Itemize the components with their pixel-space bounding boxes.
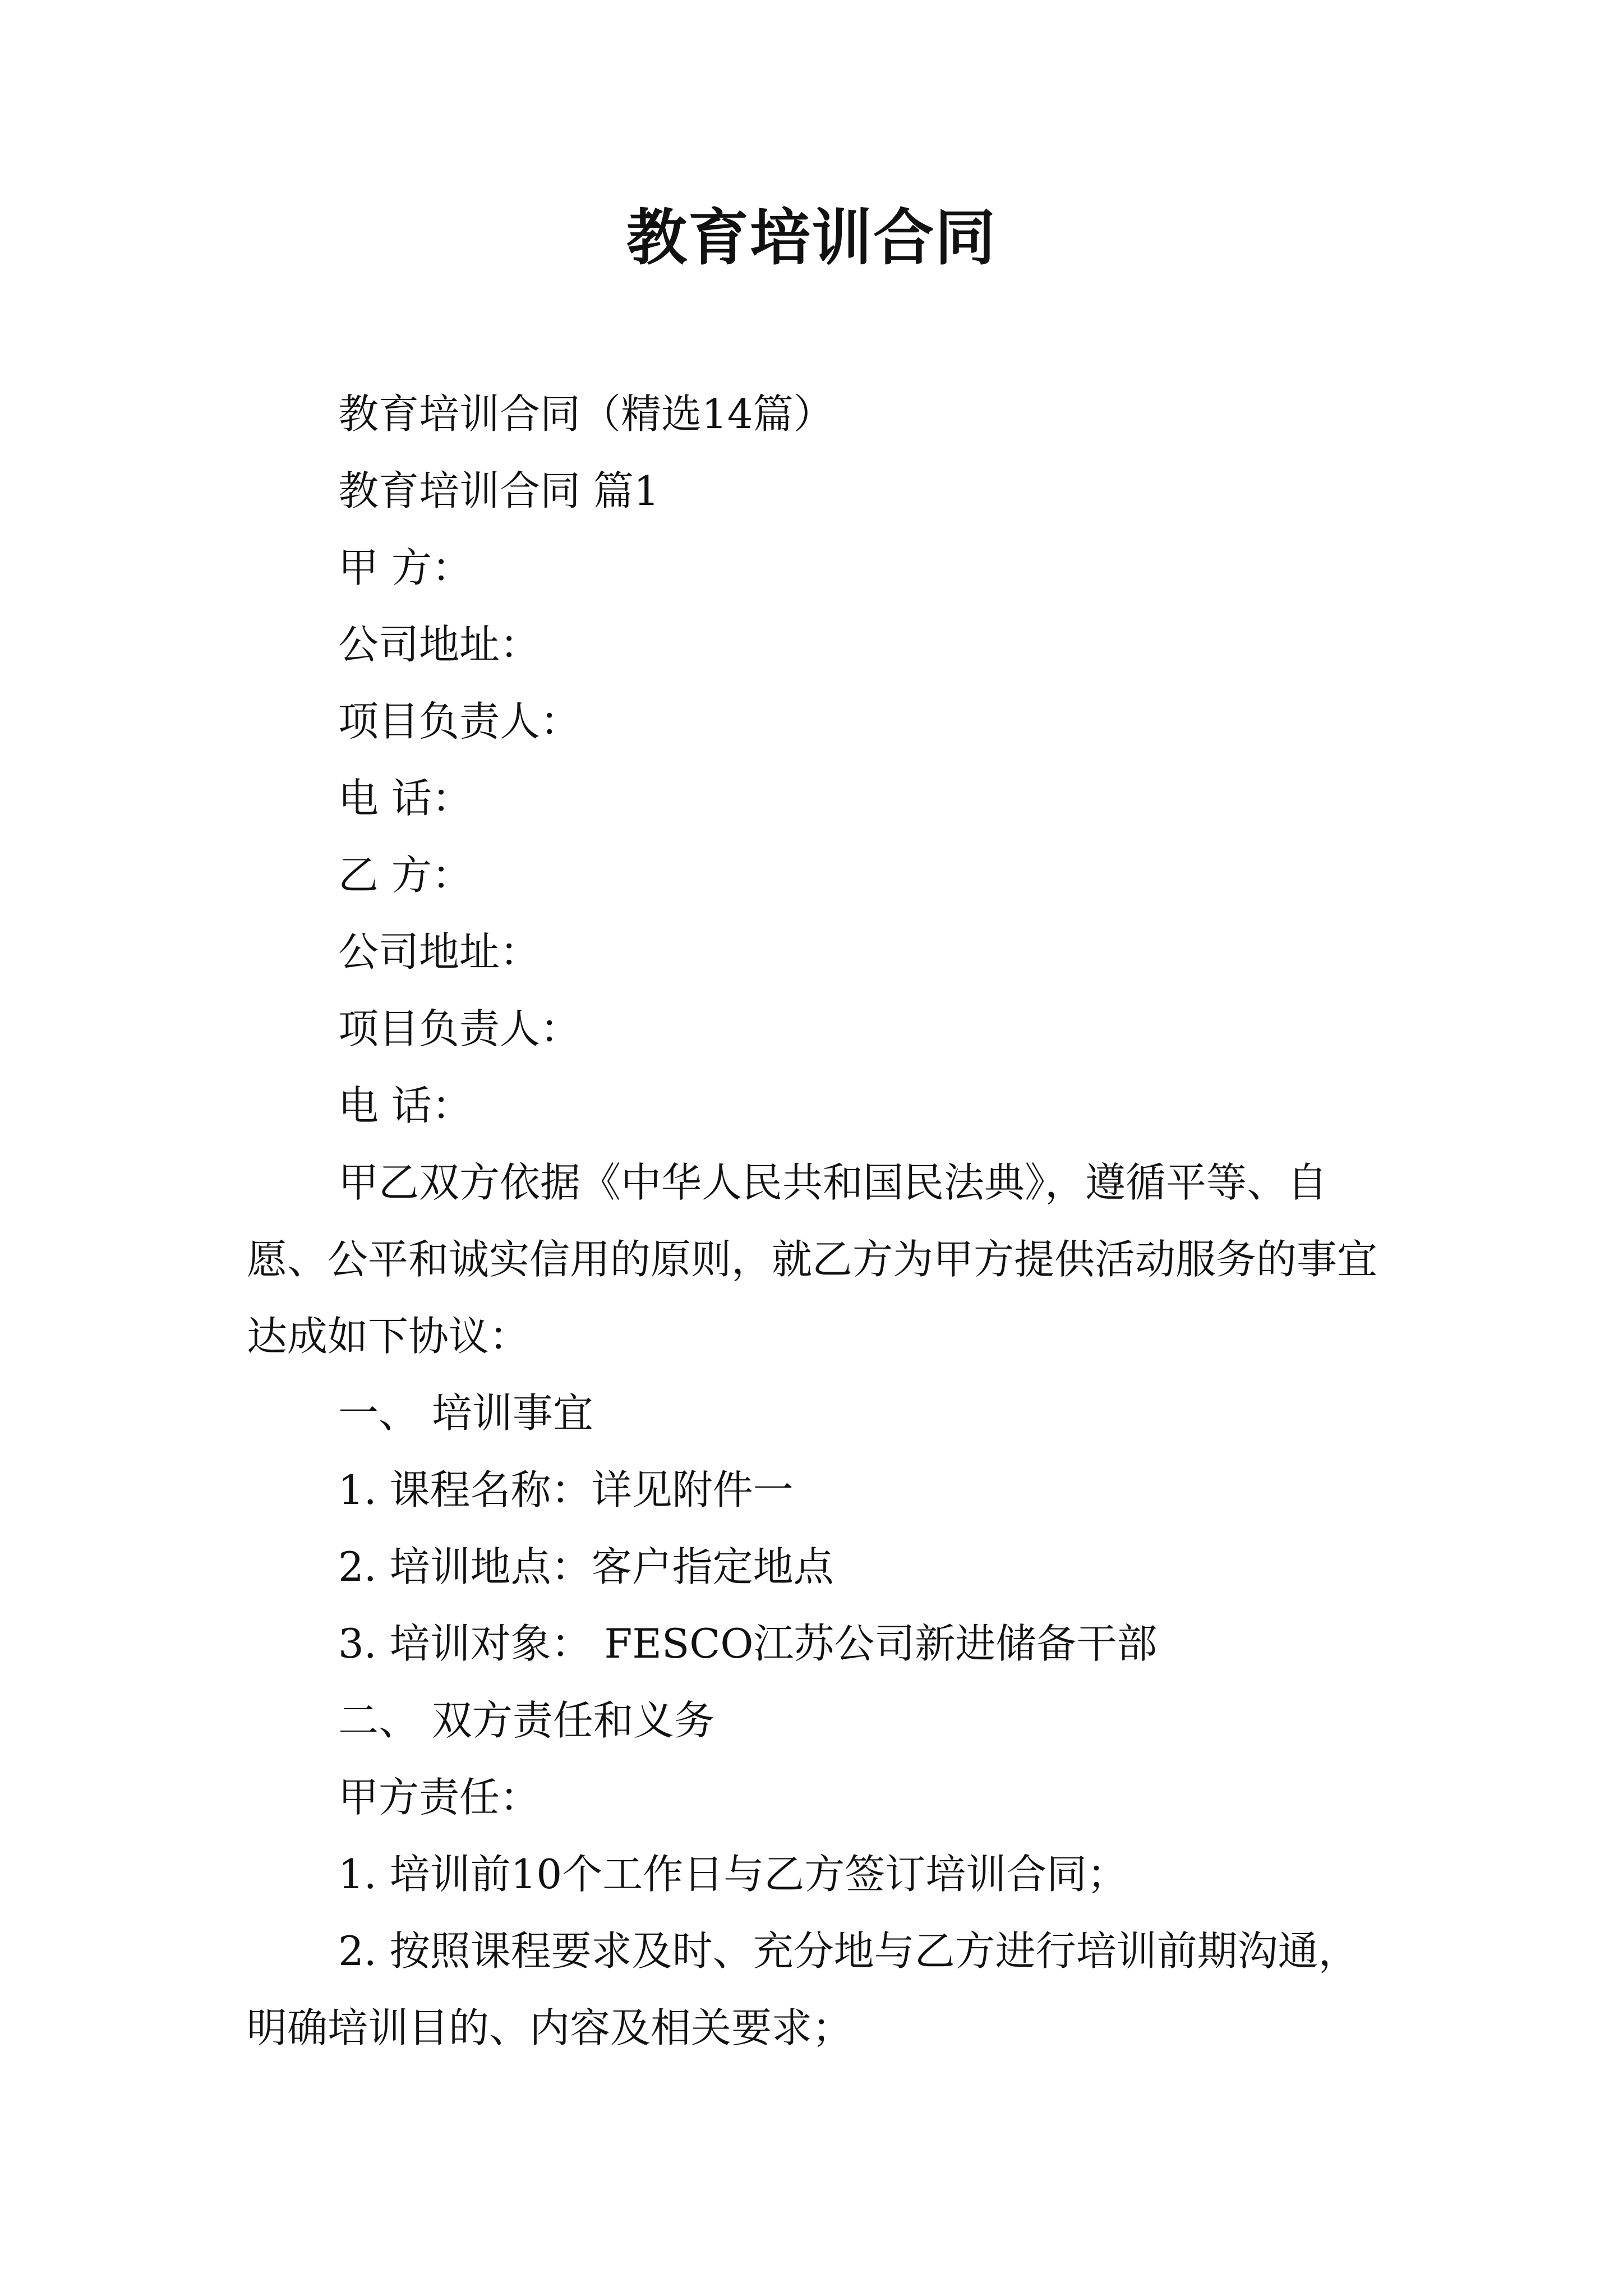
party-a-manager: 项目负责人： bbox=[338, 698, 581, 745]
party-a-phone: 电 话： bbox=[338, 775, 472, 822]
preamble-paragraph: 甲乙双方依据《中华人民共和国民法典》，遵循平等、自愿、公平和诚实信用的原则，就乙方为甲方提供活动服务的事宜达成如下协议： bbox=[247, 1159, 1378, 1360]
subtitle-selection: 教育培训合同（精选14篇） bbox=[338, 390, 834, 438]
document-title: 教育培训合同 bbox=[626, 203, 997, 273]
party-b-label: 乙 方： bbox=[338, 852, 472, 899]
party-a-responsibility-heading: 甲方责任： bbox=[338, 1774, 541, 1821]
section-responsibilities: 二、 双方责任和义务 bbox=[338, 1697, 714, 1744]
party-b-address: 公司地址： bbox=[338, 928, 541, 976]
party-a-address: 公司地址： bbox=[338, 621, 541, 668]
responsibility-item-1: 1. 培训前10个工作日与乙方签订培训合同； bbox=[338, 1851, 1128, 1898]
section-training-matters: 一、 培训事宜 bbox=[338, 1389, 593, 1437]
item-course-name: 1. 课程名称：详见附件一 bbox=[338, 1466, 794, 1513]
section-heading-part1: 教育培训合同 篇1 bbox=[338, 467, 660, 514]
document-body bbox=[247, 376, 1385, 2067]
party-b-phone: 电 话： bbox=[338, 1082, 472, 1129]
item-training-target: 3. 培训对象： FESCO江苏公司新进储备干部 bbox=[338, 1620, 1158, 1667]
item-training-location: 2. 培训地点：客户指定地点 bbox=[338, 1543, 834, 1590]
party-b-manager: 项目负责人： bbox=[338, 1005, 581, 1052]
party-a-label: 甲 方： bbox=[338, 544, 472, 591]
responsibility-item-2: 2. 按照课程要求及时、充分地与乙方进行培训前期沟通，明确培训目的、内容及相关要求； bbox=[247, 1927, 1359, 2051]
